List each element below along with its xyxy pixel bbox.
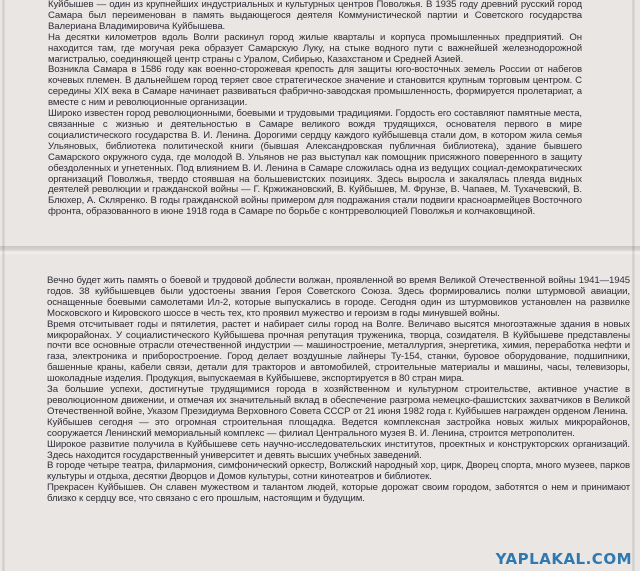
paragraph-revolutionary-traditions: Широко известен город революционными, боевыми и трудовыми традициями. Гордость его составляют памятные места, связанные с жизнью и деятельностью в Самаре великого вождя трудящихся, основателя первого в мире социалистического государства В. И. Ленина. Дорогими сердцу каждого куйбышевца стали дом, в котором жила семья Ульяновых, библиотека политической книги (бывшая Александровская публичная библиотека), здание бывшего Самарского окружного суда, где молодой В. Ульянов не раз выступал как помощник присяжного поверенного в защиту обездоленных и угнетенных. Под влиянием В. И. Ленина в Самаре сложилась одна из ведущих социал-демократических организаций Поволжья, твердо стоявшая на большевистских позициях. Здесь выросла и закалялась плеяда видных деятелей революции и гражданской войны — Г. Кржижановский, В. Куйбышев, М. Фрунзе, В. Чапаев, М. Тухачевский, В. Блюхер, А. Скляренко. В годы гражданской войны примером для подражания стали подвиги красноармейцев Восточного фронта, образованного в июне 1918 года в Самаре по борьбе с контрреволюцией Поволжья и колчаковщиной. (48, 108, 582, 218)
paragraph-industry: Время отсчитывает годы и пятилетия, растет и набирает силы город на Волге. Величаво высятся многоэтажные здания в новых микрорайонах. У социалистического Куйбышева прочная репутация труженика, творца, созидателя. В Куйбышеве представлены почти все основные отрасли отечественной индустрии — машиностроение, металлургия, энергетика, химия, переработка нефти и газа, электроника и приборостроение. Город делает воздушные лайнеры Ту-154, станки, буровое оборудование, подшипники, башенные краны, кабели связи, детали для тракторов и автомобилей, строительные материалы и машины, часы, телевизоры, шоколадные изделия. Продукция, выпускаемая в Куйбышеве, экспортируется в 80 стран мира. (47, 318, 630, 385)
lower-page (0, 256, 640, 571)
paragraph-construction: Куйбышев сегодня — это огромная строительная площадка. Ведется комплексная застройка новых жилых микрорайонов, сооружается Ленинский мемориальный комплекс — филиал Центрального музея В. И. Ленина, строится метрополитен. (47, 416, 630, 439)
paragraph-closing: Прекрасен Куйбышев. Он славен мужеством и талантом людей, которые дорожат своим городом, заботятся о нем и принимают близко к сердцу все, что связано с его прошлым, настоящим и будущим. (47, 482, 630, 505)
paragraph-order-of-lenin: За большие успехи, достигнутые трудящимися города в хозяйственном и культурном строительстве, активное участие в революционном движении, и отмечая их значительный вклад в обеспечение разгрома немецко-фашистских захватчиков в Великой Отечественной войне, Указом Президиума Верховного Совета СССР от 21 июня 1982 года г. Куйбышев награжден орденом Ленина. (47, 384, 630, 417)
paper-fold-left (2, 0, 5, 571)
paragraph-samara-history: Возникла Самара в 1586 году как военно-сторожевая крепость для защиты юго-восточных земель России от набегов кочевых племен. В дальнейшем город теряет свое стратегическое значение и становится крупным торговым центром. С середины XIX века в Самаре начинает развиваться фабрично-заводская промышленность, формируется пролетариат, а вместе с ним и революционные организации. (48, 64, 582, 109)
paragraph-city-location: На десятки километров вдоль Волги раскинул город жилые кварталы и корпуса промышленных предприятий. Он находится там, где могучая река образует Самарскую Луку, на стыке водного пути с важнейшей железнодорожной магистралью, соединяющей центр страны с Уралом, Сибирью, Казахстаном и Средней Азией. (48, 31, 582, 65)
paragraph-kuibyshev-intro: Куйбышев — один из крупнейших индустриальных и культурных центров Поволжья. В 1935 году древний русский город Самара был переименован в память выдающегося деятеля Коммунистической партии и Советского государства Валериана Владимировича Куйбышева. (48, 0, 582, 32)
paragraph-science: Широкое развитие получила в Куйбышеве сеть научно-исследовательских институтов, проектных и конструкторских организаций. Здесь находится государственный университет и девять высших учебных заведений. (47, 438, 630, 461)
paragraph-war-memory: Вечно будет жить память о боевой и трудовой доблести волжан, проявленной во время Великой Отечественной войны 1941—1945 годов. 38 куйбышевцев были удостоены звания Героя Советского Союза. Здесь формировались полки штурмовой авиации, оснащенные боевыми самолетами Ил-2, которые выпускались в городе. Сегодня один из штурмовиков установлен на развилке Московского и Кировского шоссе в честь тех, кто проявил мужество и героизм в годы минувшей войны. (47, 275, 630, 319)
page-gap (0, 246, 640, 256)
paper-fold-right (632, 0, 635, 571)
paragraph-culture: В городе четыре театра, филармония, симфонический оркестр, Волжский народный хор, цирк, Дворец спорта, много музеев, парков культуры и отдыха, десятки Дворцов и Домов культуры, сотни кинотеатров и библиотек. (47, 460, 630, 483)
upper-page (0, 0, 640, 246)
site-watermark: YAPLAKAL.COM (495, 550, 632, 568)
